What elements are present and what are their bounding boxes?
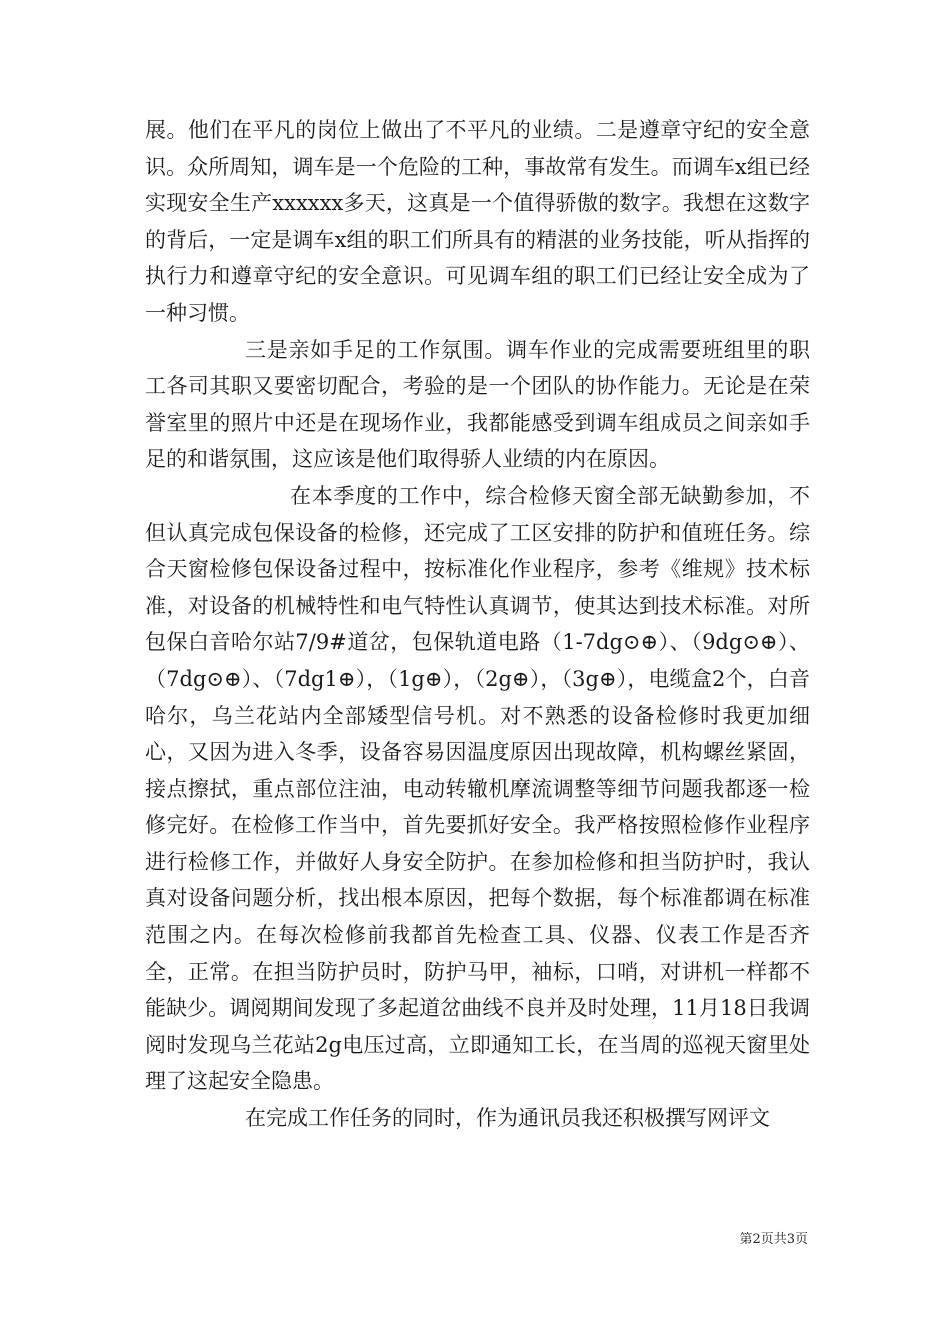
paragraph-2: 三是亲如手足的工作氛围。调车作业的完成需要班组里的职工各司其职又要密切配合，考验的是一个团队的协作能力。无论是在荣誉室里的照片中还是在现场作业，我都能感受到调车组成员之间亲如手足的和谐氛围，这应该是他们取得骄人业绩的内在原因。 [145,337,810,472]
body-text [145,112,810,1137]
paragraph-1: 展。他们在平凡的岗位上做出了不平凡的业绩。二是遵章守纪的安全意识。众所周知，调车是一个危险的工种，事故常有发生。而调车x组已经实现安全生产xxxxxx多天，这真是一个值得骄傲的数字。我想在这数字的背后，一定是调车x组的职工们所具有的精湛的业务技能，听从指挥的执行力和遵章守纪的安全意识。可见调车组的职工们已经让安全成为了一种习惯。 [145,118,810,325]
paragraph-3: 在本季度的工作中，综合检修天窗全部无缺勤参加，不但认真完成包保设备的检修，还完成了工区安排的防护和值班任务。综合天窗检修包保设备过程中，按标准化作业程序，参考《维规》技术标准，对设备的机械特性和电气特性认真调节，使其达到技术标准。对所包保白音哈尔站7/9#道岔，包保轨道电路（1-7dg⊙⊕）、（9dg⊙⊕）、（7dg⊙⊕）、（7dg1⊕），（1g⊕），（2g⊕），（3g⊕），电缆盒2个，白音哈尔，乌兰花站内全部矮型信号机。对不熟悉的设备检修时我更加细心，又因为进入冬季，设备容易因温度原因出现故障，机构螺丝紧固，接点擦拭，重点部位注油，电动转辙机摩流调整等细节问题我都逐一检修完好。在检修工作当中，首先要抓好安全。我严格按照检修作业程序进行检修工作，并做好人身安全防护。在参加检修和担当防护时，我认真对设备问题分析，找出根本原因，把每个数据，每个标准都调在标准范围之内。在每次检修前我都首先检查工具、仪器、仪表工作是否齐全，正常。在担当防护员时，防护马甲，袖标，口哨，对讲机一样都不能缺少。调阅期间发现了多起道岔曲线不良并及时处理，11月18日我调阅时发现乌兰花站2g电压过高，立即通知工长，在当周的巡视天窗里处理了这起安全隐患。 [145,483,810,1094]
page-number: 第2页共3页 [739,1232,808,1247]
paragraph-4: 在完成工作任务的同时，作为通讯员我还积极撰写网评文 [245,1106,770,1131]
